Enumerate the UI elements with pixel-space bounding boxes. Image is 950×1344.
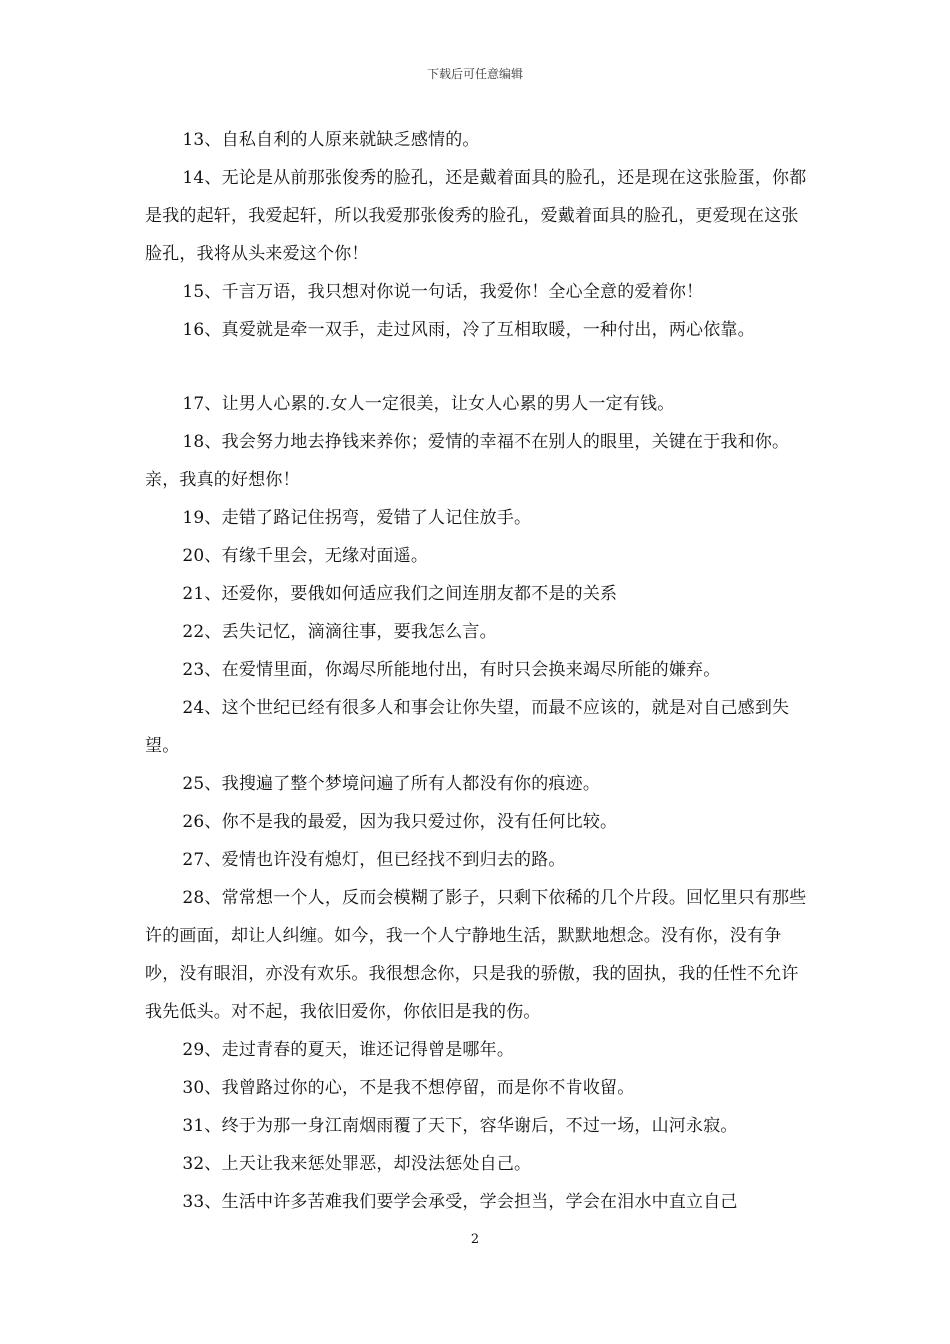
paragraph-14: 14、无论是从前那张俊秀的脸孔，还是戴着面具的脸孔，还是现在这张脸蛋，你都是我的起轩，我爱起轩，所以我爱那张俊秀的脸孔，爱戴着面具的脸孔，更爱现在这张脸孔，我将从头来爱这个你！ bbox=[145, 168, 807, 264]
paragraph-20: 20、有缘千里会，无缘对面遥。 bbox=[182, 546, 429, 566]
paragraph-21: 21、还爱你，要俄如何适应我们之间连朋友都不是的关系 bbox=[182, 584, 618, 604]
paragraph-17: 17、让男人心累的.女人一定很美，让女人心累的男人一定有钱。 bbox=[182, 394, 675, 414]
paragraph-32: 32、上天让我来惩处罪恶，却没法惩处自己。 bbox=[182, 1154, 532, 1174]
paragraph-30: 30、我曾路过你的心，不是我不想停留，而是你不肯收留。 bbox=[182, 1078, 635, 1098]
paragraph-29: 29、走过青春的夏天，谁还记得曾是哪年。 bbox=[182, 1040, 515, 1060]
paragraph-31: 31、终于为那一身江南烟雨覆了天下，容华谢后，不过一场，山河永寂。 bbox=[182, 1116, 738, 1136]
paragraph-15: 15、千言万语，我只想对你说一句话，我爱你！全心全意的爱着你！ bbox=[182, 282, 704, 302]
paragraph-13: 13、自私自利的人原来就缺乏感情的。 bbox=[182, 130, 480, 150]
paragraph-22: 22、丢失记忆，滴滴往事，要我怎么言。 bbox=[182, 622, 497, 642]
paragraph-33: 33、生活中许多苦难我们要学会承受，学会担当，学会在泪水中直立自己 bbox=[182, 1192, 738, 1212]
paragraph-18: 18、我会努力地去挣钱来养你；爱情的幸福不在别人的眼里，关键在于我和你。亲，我真的好想你！ bbox=[145, 432, 790, 490]
paragraph-16: 16、真爱就是牵一双手，走过风雨，冷了互相取暖，一种付出，两心依靠。 bbox=[182, 320, 755, 340]
paragraph-19: 19、走错了路记住拐弯，爱错了人记住放手。 bbox=[182, 508, 532, 528]
paragraph-26: 26、你不是我的最爱，因为我只爱过你，没有任何比较。 bbox=[182, 812, 618, 832]
paragraph-28: 28、常常想一个人，反而会模糊了影子，只剩下依稀的几个片段。回忆里只有那些许的画面，却让人纠缠。如今，我一个人宁静地生活，默默地想念。没有你，没有争吵，没有眼泪，亦没有欢乐。我很想念你，只是我的骄傲，我的固执，我的任性不允许我先低头。对不起，我依旧爱你，你依旧是我的伤。 bbox=[145, 888, 807, 1022]
page-header: 下载后可任意编辑 bbox=[426, 67, 523, 81]
paragraph-25: 25、我搜遍了整个梦境问遍了所有人都没有你的痕迹。 bbox=[182, 774, 601, 794]
paragraph-23: 23、在爱情里面，你竭尽所能地付出，有时只会换来竭尽所能的嫌弃。 bbox=[182, 660, 721, 680]
paragraph-24: 24、这个世纪已经有很多人和事会让你失望，而最不应该的，就是对自己感到失望。 bbox=[145, 698, 790, 756]
document-body bbox=[145, 121, 810, 1221]
page-number: 2 bbox=[470, 1232, 480, 1247]
paragraph-27: 27、爱情也许没有熄灯，但已经找不到归去的路。 bbox=[182, 850, 566, 870]
